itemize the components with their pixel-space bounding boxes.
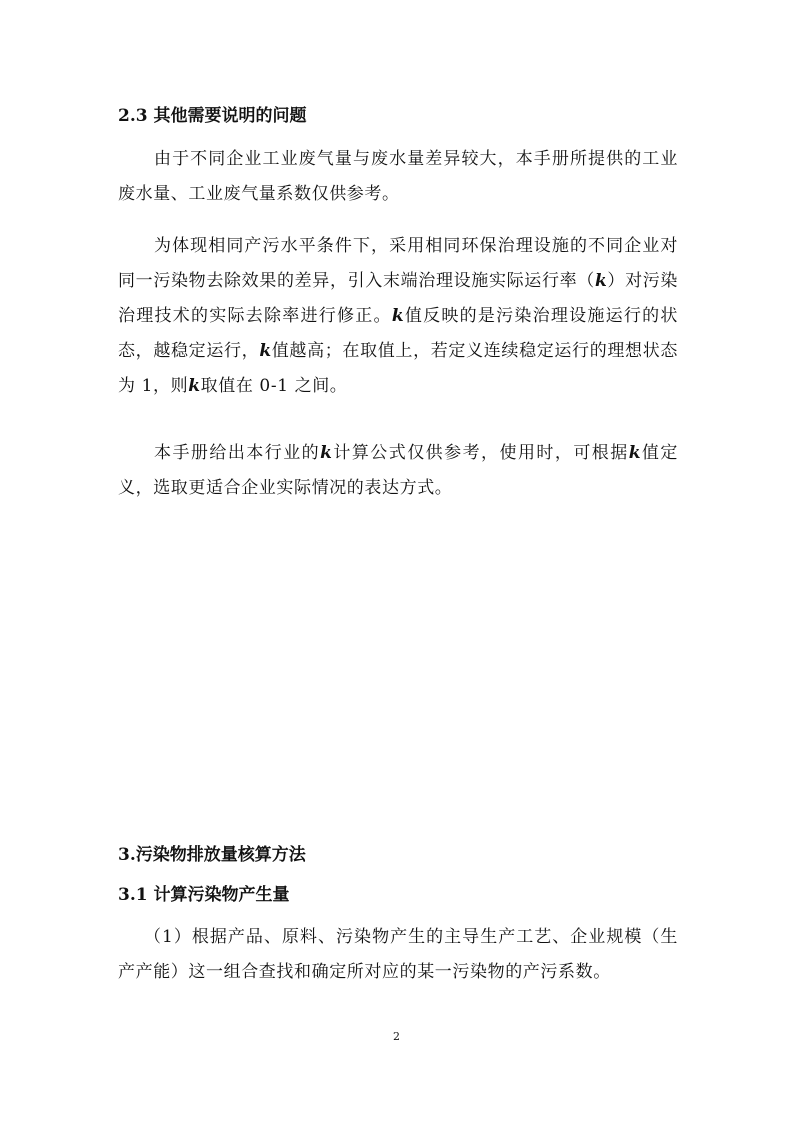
- section-heading-3-1: 3.1 计算污染物产生量: [118, 885, 290, 905]
- paragraph-text: 为体现相同产污水平条件下，采用相同环保治理设施的不同企业对同一污染物去除效果的差异，引入末端治理设施实际运行率（: [118, 236, 678, 291]
- paragraph-text: ）对污染治理技术的实际去除率进行修正。: [118, 271, 679, 326]
- paragraph-text: 取值在 0-1 之间。: [200, 376, 348, 396]
- k-symbol: k: [188, 376, 201, 396]
- k-symbol: k: [594, 271, 608, 291]
- paragraph-pollution-coefficient-lookup: （1）根据产品、原料、污染物产生的主导生产工艺、企业规模（生产产能）这一组合查找和确定所对应的某一污染物的产污系数。: [118, 927, 678, 982]
- paragraph-text: 本手册给出本行业的: [154, 443, 321, 463]
- paragraph-text: 值越高；在取值上，若定义连续稳定运行的理想状态为 1，则: [118, 341, 678, 396]
- paragraph-text: 值反映的是污染治理设施运行的状态，越稳定运行，: [118, 306, 679, 361]
- k-symbol: k: [391, 306, 405, 326]
- paragraph-k-definition: [118, 229, 678, 404]
- section-heading-2-3: 2.3 其他需要说明的问题: [118, 106, 307, 126]
- k-symbol: k: [320, 443, 333, 463]
- paragraph-text: 值定义，选取更适合企业实际情况的表达方式。: [118, 443, 678, 498]
- paragraph-text: 计算公式仅供参考，使用时，可根据: [332, 443, 629, 463]
- page-number: 2: [393, 1030, 400, 1043]
- k-symbol: k: [259, 341, 272, 361]
- paragraph-k-formula-usage: [118, 436, 678, 506]
- k-symbol: k: [628, 443, 642, 463]
- section-heading-3: 3.污染物排放量核算方法: [118, 845, 306, 865]
- paragraph-wastewater-gas-coefficients: 由于不同企业工业废气量与废水量差异较大，本手册所提供的工业废水量、工业废气量系数仅供参考。: [118, 149, 678, 204]
